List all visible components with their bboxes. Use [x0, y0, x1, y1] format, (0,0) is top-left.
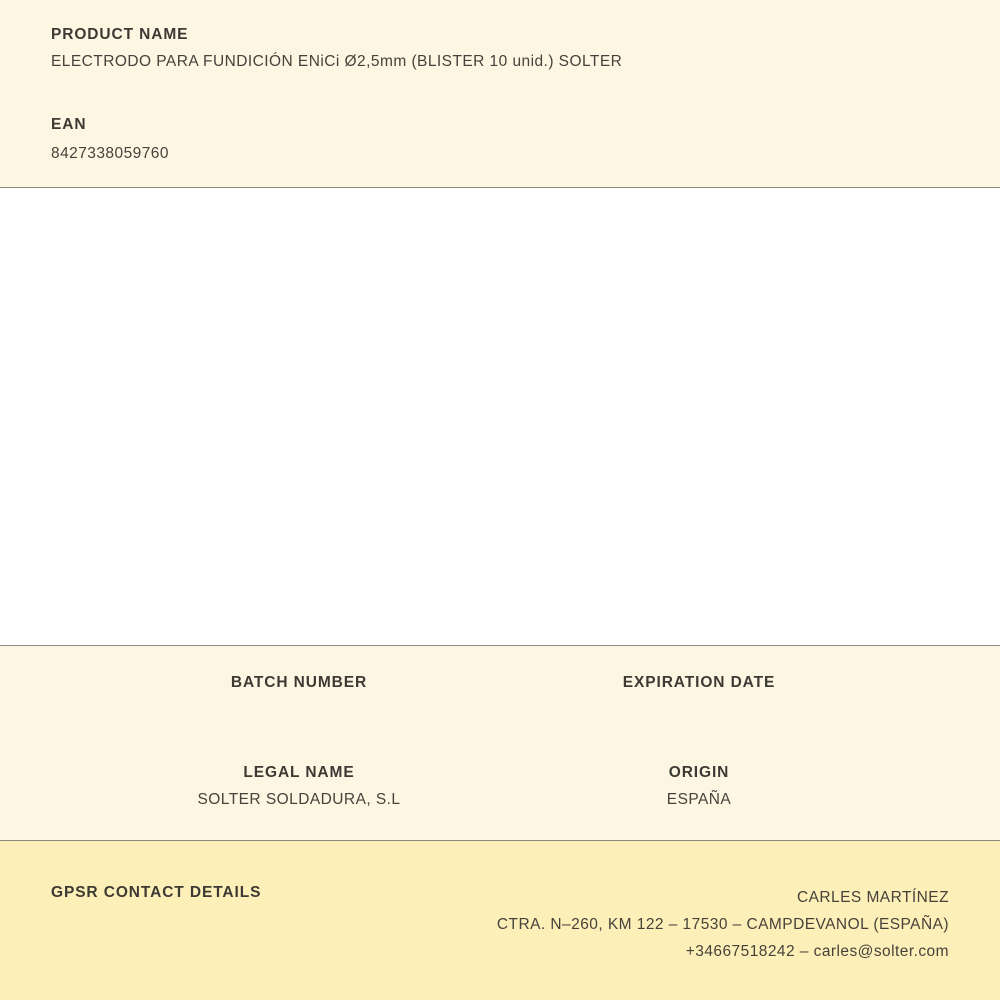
batch-number-label: BATCH NUMBER: [230, 674, 368, 691]
origin-label: ORIGIN: [668, 764, 730, 781]
gpsr-contact-address: CTRA. N–260, KM 122 – 17530 – CAMPDEVANOL (ESPAÑA): [496, 916, 949, 933]
legal-name-field: [99, 764, 499, 809]
legal-name-label: LEGAL NAME: [243, 764, 355, 781]
expiration-date-label: EXPIRATION DATE: [622, 674, 776, 691]
batch-number-field: [99, 674, 499, 719]
product-image-area: [0, 188, 1000, 645]
origin-value: ESPAÑA: [666, 791, 732, 808]
gpsr-contact-phone-email: +34667518242 – carles@solter.com: [685, 943, 949, 960]
ean-value: 8427338059760: [51, 145, 169, 162]
gpsr-contact-name: CARLES MARTÍNEZ: [796, 889, 949, 906]
gpsr-contact-block: [0, 841, 1000, 1000]
expiration-date-value: [499, 701, 899, 719]
legal-name-value: SOLTER SOLDADURA, S.L: [197, 791, 401, 808]
product-details-block: [0, 645, 1000, 841]
expiration-date-field: [499, 674, 899, 719]
gpsr-contact-label: GPSR CONTACT DETAILS: [51, 884, 262, 901]
product-name-label: PRODUCT NAME: [51, 26, 189, 43]
product-header-block: [0, 0, 1000, 188]
origin-field: [499, 764, 899, 809]
product-name-value: ELECTRODO PARA FUNDICIÓN ENiCi Ø2,5mm (BLISTER 10 unid.) SOLTER: [51, 53, 623, 70]
batch-number-value: [99, 701, 499, 719]
ean-label: EAN: [51, 116, 87, 133]
gpsr-contact-details: [309, 884, 949, 965]
